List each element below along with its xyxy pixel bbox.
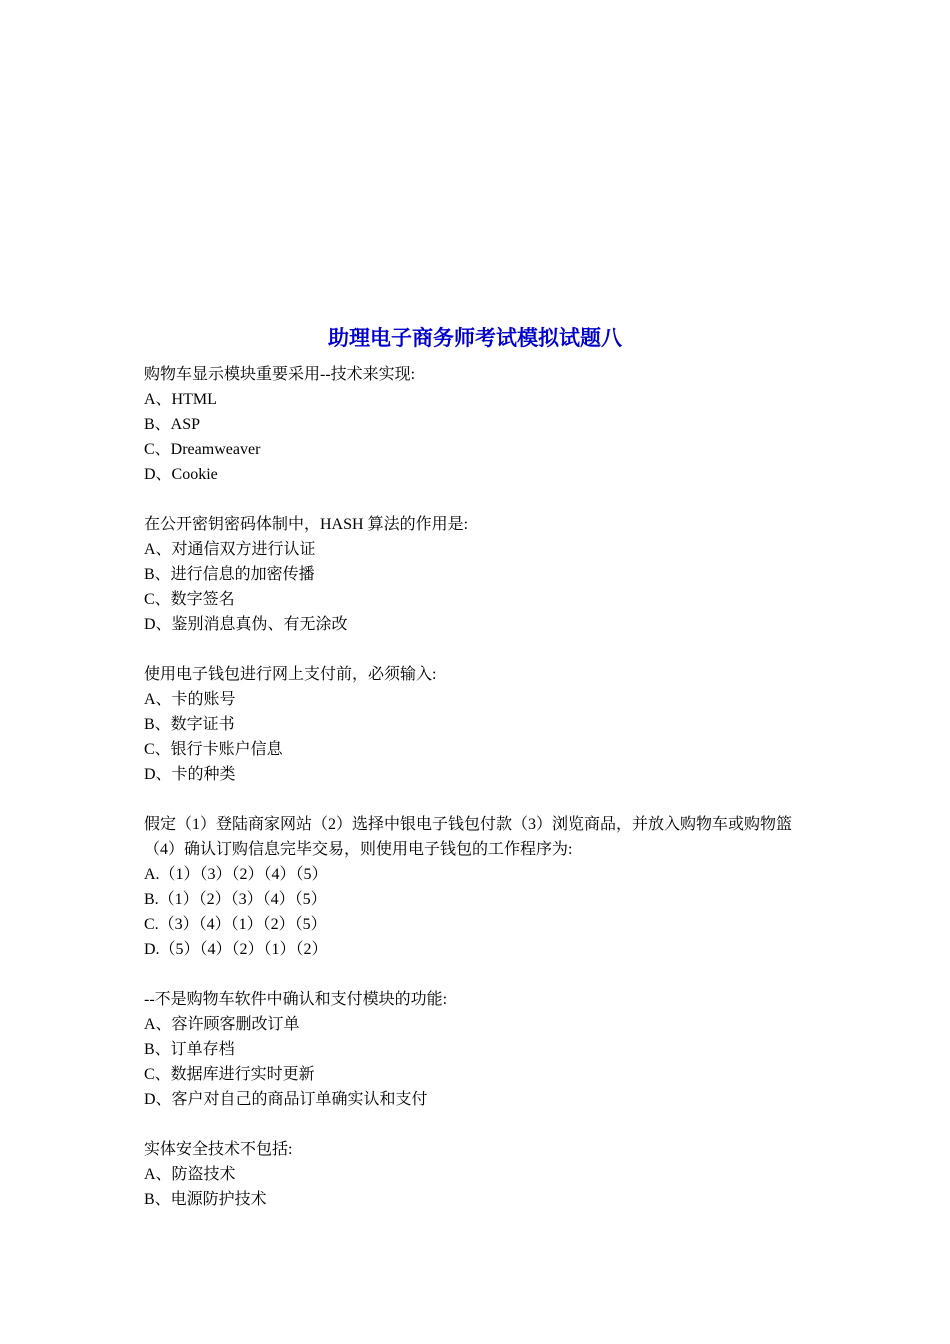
question-stem: 购物车显示模块重要采用--技术来实现: <box>144 366 416 383</box>
option-a: A、容许顾客删改订单 <box>144 1016 300 1033</box>
question-stem: 在公开密钥密码体制中，HASH 算法的作用是: <box>144 516 469 533</box>
option-c: C、银行卡账户信息 <box>144 741 283 758</box>
question-2 <box>144 512 824 637</box>
option-d: D、Cookie <box>144 466 218 483</box>
option-d: D.（5）（4）（2）（1）（2） <box>144 941 328 958</box>
question-1 <box>144 362 824 487</box>
question-6 <box>144 1137 824 1212</box>
option-b: B、订单存档 <box>144 1041 235 1058</box>
question-5 <box>144 987 824 1112</box>
question-stem: 使用电子钱包进行网上支付前，必须输入: <box>144 666 437 683</box>
option-c: C、数字签名 <box>144 591 235 608</box>
option-b: B.（1）（2）（3）（4）（5） <box>144 891 327 908</box>
question-4 <box>144 812 824 962</box>
option-a: A、防盗技术 <box>144 1166 236 1183</box>
question-stem: 假定（1）登陆商家网站（2）选择中银电子钱包付款（3）浏览商品，并放入购物车或购物篮（4）确认订购信息完毕交易，则使用电子钱包的工作程序为: <box>144 816 793 858</box>
option-b: B、数字证书 <box>144 716 235 733</box>
option-b: B、ASP <box>144 416 201 433</box>
option-a: A、卡的账号 <box>144 691 236 708</box>
question-stem: --不是购物车软件中确认和支付模块的功能: <box>144 991 448 1008</box>
option-c: C、Dreamweaver <box>144 441 261 458</box>
option-a: A、对通信双方进行认证 <box>144 541 316 558</box>
option-a: A、HTML <box>144 391 217 408</box>
option-d: D、客户对自己的商品订单确实认和支付 <box>144 1091 428 1108</box>
option-c: C.（3）（4）（1）（2）（5） <box>144 916 327 933</box>
option-d: D、鉴别消息真伪、有无涂改 <box>144 616 348 633</box>
document-title: 助理电子商务师考试模拟试题八 <box>328 325 622 350</box>
option-b: B、电源防护技术 <box>144 1191 267 1208</box>
question-stem: 实体安全技术不包括: <box>144 1141 293 1158</box>
question-list <box>144 362 824 1237</box>
option-b: B、进行信息的加密传播 <box>144 566 315 583</box>
option-c: C、数据库进行实时更新 <box>144 1066 315 1083</box>
question-3 <box>144 662 824 787</box>
option-a: A.（1）（3）（2）（4）（5） <box>144 866 328 883</box>
option-d: D、卡的种类 <box>144 766 236 783</box>
